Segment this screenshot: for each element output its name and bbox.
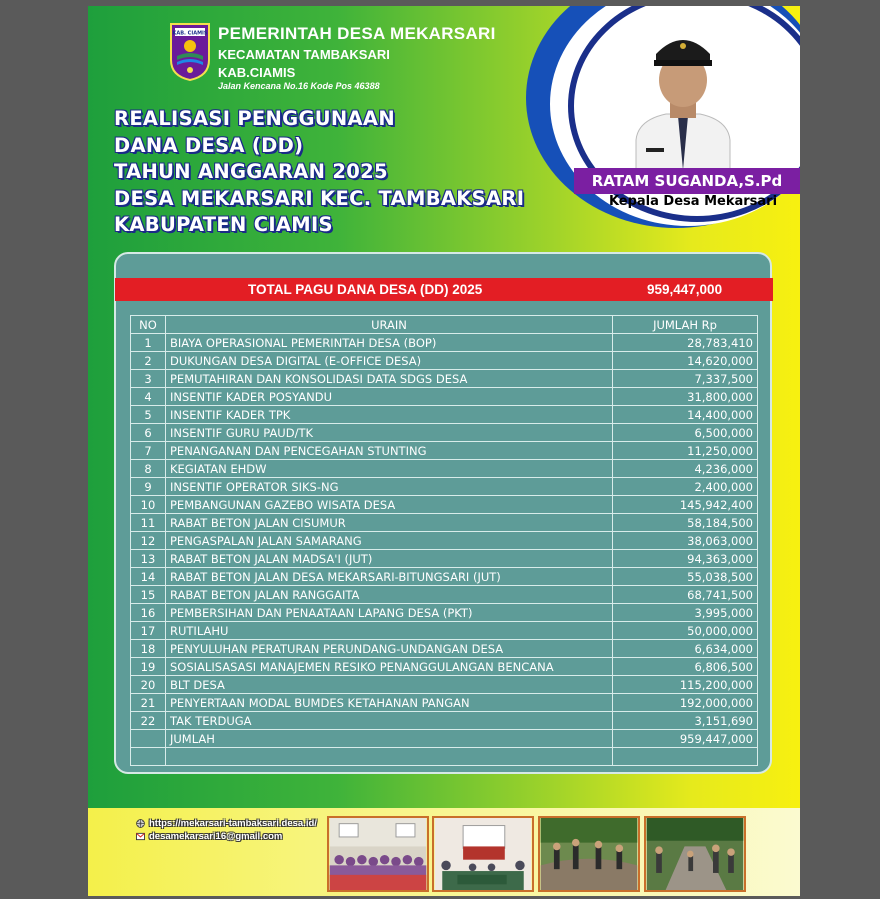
row-uraian: TAK TERDUGA — [166, 712, 613, 730]
table-row — [131, 334, 758, 352]
table-empty-row — [131, 748, 758, 766]
table-row — [131, 442, 758, 460]
gov-address: Jalan Kencana No.16 Kode Pos 46388 — [218, 81, 380, 91]
row-uraian: DUKUNGAN DESA DIGITAL (E-OFFICE DESA) — [166, 352, 613, 370]
row-uraian: PENANGANAN DAN PENCEGAHAN STUNTING — [166, 442, 613, 460]
row-no: 12 — [131, 532, 166, 550]
total-label: JUMLAH — [166, 730, 613, 748]
total-pagu-label: TOTAL PAGU DANA DESA (DD) 2025 — [248, 282, 483, 297]
title-line-5: KABUPATEN CIAMIS — [114, 213, 333, 236]
table-row — [131, 496, 758, 514]
row-no: 8 — [131, 460, 166, 478]
row-no: 16 — [131, 604, 166, 622]
official-name: RATAM SUGANDA,S.Pd — [574, 168, 800, 194]
row-jumlah: 50,000,000 — [613, 622, 758, 640]
row-jumlah: 2,400,000 — [613, 478, 758, 496]
footer — [88, 808, 800, 896]
header-jumlah: JUMLAH Rp — [613, 316, 758, 334]
activity-photo-3 — [538, 816, 640, 892]
contact-info — [136, 818, 317, 844]
row-no: 18 — [131, 640, 166, 658]
row-uraian: RABAT BETON JALAN CISUMUR — [166, 514, 613, 532]
row-no: 3 — [131, 370, 166, 388]
row-no: 7 — [131, 442, 166, 460]
row-jumlah: 6,806,500 — [613, 658, 758, 676]
row-no: 9 — [131, 478, 166, 496]
row-no: 15 — [131, 586, 166, 604]
table-row — [131, 604, 758, 622]
poster — [88, 6, 800, 896]
ciamis-emblem-logo — [168, 20, 212, 82]
activity-photo-1 — [327, 816, 429, 892]
table-row — [131, 568, 758, 586]
row-no: 22 — [131, 712, 166, 730]
row-jumlah: 31,800,000 — [613, 388, 758, 406]
row-uraian: RUTILAHU — [166, 622, 613, 640]
empty-cell — [613, 748, 758, 766]
row-no: 14 — [131, 568, 166, 586]
row-uraian: KEGIATAN EHDW — [166, 460, 613, 478]
table-row — [131, 712, 758, 730]
row-jumlah: 3,151,690 — [613, 712, 758, 730]
empty-cell — [166, 748, 613, 766]
table-row — [131, 640, 758, 658]
row-uraian: RABAT BETON JALAN RANGGAITA — [166, 586, 613, 604]
row-jumlah: 192,000,000 — [613, 694, 758, 712]
total-pagu-value: 959,447,000 — [647, 282, 723, 297]
table-row — [131, 694, 758, 712]
email-link[interactable]: desamekarsari16@gmail.com — [149, 831, 283, 842]
title-line-4: DESA MEKARSARI KEC. TAMBAKSARI — [114, 186, 525, 210]
table-header-row — [131, 316, 758, 334]
total-no-cell — [131, 730, 166, 748]
activity-photo-2 — [432, 816, 534, 892]
row-jumlah: 38,063,000 — [613, 532, 758, 550]
row-jumlah: 94,363,000 — [613, 550, 758, 568]
table-row — [131, 550, 758, 568]
row-uraian: INSENTIF KADER TPK — [166, 406, 613, 424]
activity-photo-4 — [644, 816, 746, 892]
row-uraian: INSENTIF OPERATOR SIKS-NG — [166, 478, 613, 496]
row-jumlah: 4,236,000 — [613, 460, 758, 478]
table-row — [131, 658, 758, 676]
title-line-1: REALISASI PENGGUNAAN — [114, 107, 395, 130]
header-uraian: URAIN — [166, 316, 613, 334]
row-uraian: BLT DESA — [166, 676, 613, 694]
official-role: Kepala Desa Mekarsari — [608, 194, 778, 209]
table-row — [131, 676, 758, 694]
row-jumlah: 115,200,000 — [613, 676, 758, 694]
total-pagu-bar — [115, 278, 773, 301]
table-row — [131, 622, 758, 640]
row-no: 1 — [131, 334, 166, 352]
table-row — [131, 478, 758, 496]
poster-title — [114, 106, 524, 239]
row-no: 13 — [131, 550, 166, 568]
row-uraian: RABAT BETON JALAN DESA MEKARSARI-BITUNGSARI (JUT) — [166, 568, 613, 586]
row-jumlah: 28,783,410 — [613, 334, 758, 352]
row-no: 2 — [131, 352, 166, 370]
title-line-3: TAHUN ANGGARAN 2025 — [114, 160, 388, 183]
row-uraian: PEMBERSIHAN DAN PENAATAAN LAPANG DESA (PKT) — [166, 604, 613, 622]
row-jumlah: 145,942,400 — [613, 496, 758, 514]
row-no: 17 — [131, 622, 166, 640]
table-row — [131, 406, 758, 424]
table-row — [131, 352, 758, 370]
row-uraian: PENGASPALAN JALAN SAMARANG — [166, 532, 613, 550]
row-no: 21 — [131, 694, 166, 712]
row-uraian: BIAYA OPERASIONAL PEMERINTAH DESA (BOP) — [166, 334, 613, 352]
row-uraian: PEMBANGUNAN GAZEBO WISATA DESA — [166, 496, 613, 514]
row-jumlah: 14,400,000 — [613, 406, 758, 424]
row-uraian: SOSIALISASASI MANAJEMEN RESIKO PENANGGULANGAN BENCANA — [166, 658, 613, 676]
globe-icon — [136, 819, 145, 828]
row-uraian: PENYERTAAN MODAL BUMDES KETAHANAN PANGAN — [166, 694, 613, 712]
table-row — [131, 532, 758, 550]
table-row — [131, 514, 758, 532]
budget-table-body — [131, 334, 758, 766]
table-row — [131, 388, 758, 406]
row-uraian: PENYULUHAN PERATURAN PERUNDANG-UNDANGAN DESA — [166, 640, 613, 658]
row-jumlah: 68,741,500 — [613, 586, 758, 604]
table-row — [131, 424, 758, 442]
gov-district: KECAMATAN TAMBAKSARI — [218, 47, 390, 62]
title-line-2: DANA DESA (DD) — [114, 133, 304, 157]
row-no: 10 — [131, 496, 166, 514]
budget-table — [130, 315, 758, 766]
row-no: 4 — [131, 388, 166, 406]
government-header — [218, 24, 496, 91]
row-jumlah: 14,620,000 — [613, 352, 758, 370]
row-uraian: PEMUTAHIRAN DAN KONSOLIDASI DATA SDGS DESA — [166, 370, 613, 388]
svg-text:KAB. CIAMIS: KAB. CIAMIS — [172, 30, 208, 37]
row-no: 6 — [131, 424, 166, 442]
row-jumlah: 55,038,500 — [613, 568, 758, 586]
empty-cell — [131, 748, 166, 766]
gov-name: PEMERINTAH DESA MEKARSARI — [218, 24, 496, 43]
row-no: 11 — [131, 514, 166, 532]
row-uraian: INSENTIF KADER POSYANDU — [166, 388, 613, 406]
table-row — [131, 586, 758, 604]
row-no: 5 — [131, 406, 166, 424]
row-jumlah: 7,337,500 — [613, 370, 758, 388]
row-jumlah: 3,995,000 — [613, 604, 758, 622]
row-jumlah: 6,500,000 — [613, 424, 758, 442]
row-jumlah: 11,250,000 — [613, 442, 758, 460]
website-item[interactable] — [136, 818, 317, 829]
website-link[interactable]: https://mekarsari-tambaksari.desa.id/ — [149, 818, 317, 829]
table-total-row — [131, 730, 758, 748]
email-item[interactable] — [136, 831, 317, 842]
row-jumlah: 6,634,000 — [613, 640, 758, 658]
header-no: NO — [131, 316, 166, 334]
total-value: 959,447,000 — [613, 730, 758, 748]
gmail-icon — [136, 832, 145, 841]
row-no: 19 — [131, 658, 166, 676]
table-row — [131, 370, 758, 388]
gov-regency: KAB.CIAMIS — [218, 65, 296, 80]
official-portrait-image — [618, 20, 748, 170]
table-row — [131, 460, 758, 478]
row-jumlah: 58,184,500 — [613, 514, 758, 532]
row-no: 20 — [131, 676, 166, 694]
row-uraian: INSENTIF GURU PAUD/TK — [166, 424, 613, 442]
row-uraian: RABAT BETON JALAN MADSA'I (JUT) — [166, 550, 613, 568]
